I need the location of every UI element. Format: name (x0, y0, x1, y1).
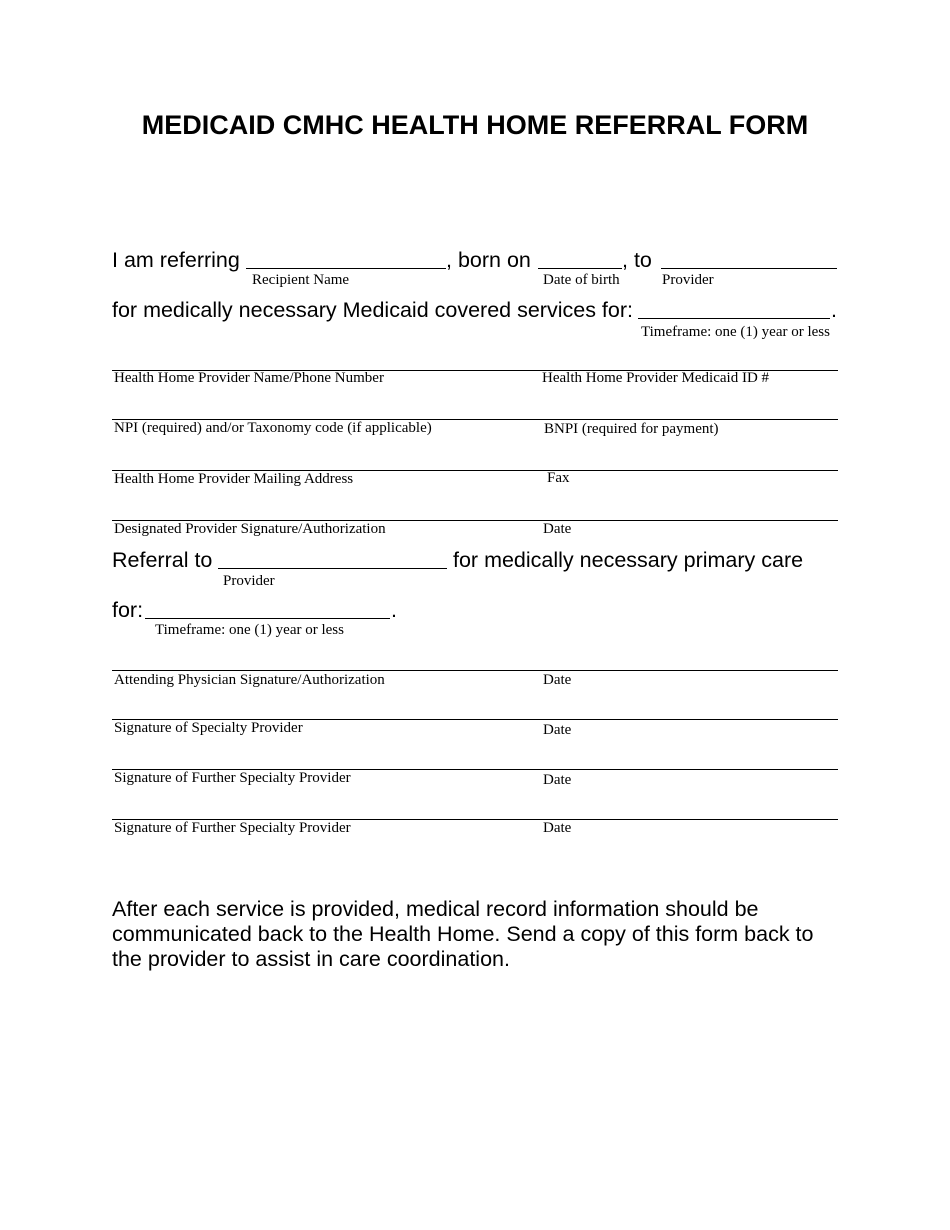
field-label-right: Date (543, 521, 572, 537)
primary-care-text-1: Referral to (112, 548, 213, 572)
primary-care-timeframe-field[interactable] (145, 618, 390, 619)
field-label-left: Designated Provider Signature/Authorization (114, 521, 386, 537)
form-title: MEDICAID CMHC HEALTH HOME REFERRAL FORM (141, 110, 809, 140)
timeframe-field[interactable] (638, 318, 830, 319)
recipient-name-label: Recipient Name (252, 272, 350, 288)
primary-care-period: . (391, 598, 397, 622)
primary-care-provider-label: Provider (223, 573, 275, 589)
signature-label-left: Signature of Specialty Provider (114, 720, 303, 736)
signature-label-right: Date (543, 722, 572, 738)
timeframe-label: Timeframe: one (1) year or less (641, 324, 830, 340)
field-label-right: Health Home Provider Medicaid ID # (542, 370, 770, 386)
date-of-birth-label: Date of birth (543, 272, 620, 288)
field-label-right: Fax (547, 470, 570, 486)
referral-text-2: , born on (446, 248, 531, 272)
referral-text-1: I am referring (112, 248, 240, 272)
signature-label-right: Date (543, 672, 572, 688)
field-label-left: NPI (required) and/or Taxonomy code (if applicable) (114, 420, 432, 436)
signature-label-left: Signature of Further Specialty Provider (114, 820, 351, 836)
referral-text-3: , to (622, 248, 652, 272)
date-of-birth-field[interactable] (538, 268, 622, 269)
field-label-left: Health Home Provider Name/Phone Number (114, 370, 384, 386)
services-text: for medically necessary Medicaid covered services for: (112, 298, 633, 322)
provider-field[interactable] (661, 268, 837, 269)
field-label-left: Health Home Provider Mailing Address (114, 471, 354, 487)
primary-care-text-2: for medically necessary primary care (453, 548, 804, 572)
field-label-right: BNPI (required for payment) (544, 421, 719, 437)
provider-label: Provider (662, 272, 714, 288)
signature-field-line[interactable] (112, 670, 838, 671)
services-period: . (831, 298, 837, 322)
signature-label-left: Attending Physician Signature/Authorization (114, 672, 385, 688)
signature-label-right: Date (543, 820, 572, 836)
primary-care-for-text: for: (112, 598, 144, 622)
footer-note: After each service is provided, medical record information should be communicated back to the Health Home. Send a copy of this form back to the provider to assist in care coordination. (112, 897, 814, 971)
signature-label-right: Date (543, 772, 572, 788)
primary-care-provider-field[interactable] (218, 568, 447, 569)
primary-care-timeframe-label: Timeframe: one (1) year or less (155, 622, 344, 638)
recipient-name-field[interactable] (246, 268, 446, 269)
signature-label-left: Signature of Further Specialty Provider (114, 770, 351, 786)
